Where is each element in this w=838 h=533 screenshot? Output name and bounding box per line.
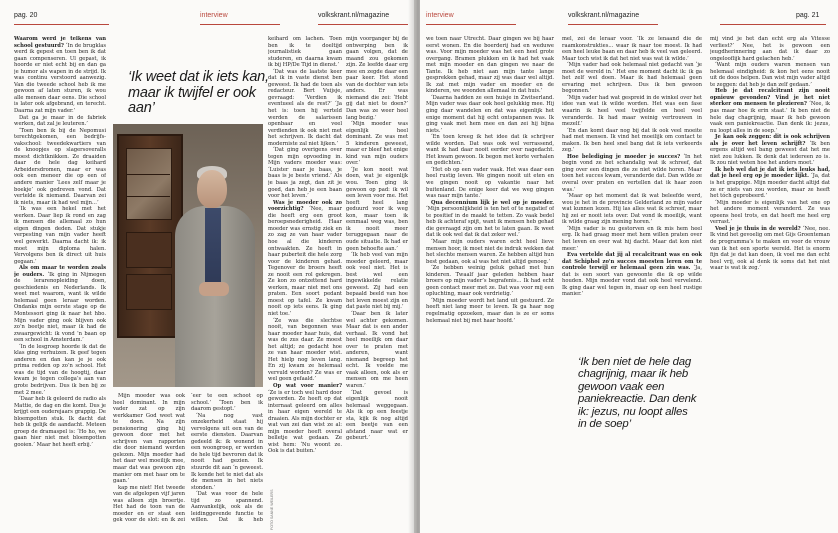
- paragraph: [426, 167, 554, 200]
- paragraph: [268, 383, 342, 455]
- question: Als om maar te worden zoals je ouders.: [14, 265, 106, 278]
- answer-text: ‘In de brugklas werd ik gepest en toen ben ik dat gaan compenseren. Ul gepast, ik hoorde er niet echt bij en dan ga je humor als wapen in de strijd. Ik was continu verstoord aanwezig. Van die tweede school heb ik me gewoon af laten sturen, ik wou alle mensen daar eens. Die school is later ook afgebrand, en terecht. Daarna zat mijn vader.’: [14, 42, 106, 115]
- answer-text: ‘In het begin vond ze het schandalig wat ik schreef, dat ging over een dingen die ze niet wilde horen. Maar toen het succes kwam, veranderde dat. Dan wilde ze overal over praten en vertellen dat ik haar zoon was.’: [562, 153, 702, 193]
- answer-text: ‘Dat was voor de hele tijd zo spannend. Aanvankelijk, ook als de leidinggevende functie te willen. Dat ik heb: [191, 491, 263, 524]
- paragraph: [426, 265, 554, 298]
- text-column-2: [562, 36, 702, 348]
- question: Was je moeder ook zo voorzichtig?: [268, 199, 342, 213]
- paragraph: [710, 62, 830, 88]
- answer-text: ‘Ze is er toch wel hard door geworden. Ze heeft op dat internaat geleerd om alles in haar eigen wereld te draaien. Als mijn dochter er wat van zei dan wist ze al: mijn moeder heeft overal belletje wat gedaan. Ze wist hem: ‘Nu woont ze. Ook is dat buiten.’: [268, 389, 342, 455]
- answer-text: ‘Nee, nee. Ik vind het gevoelig om met Gijs Groenteman de programma’s te maken en voor de vrouw van ik het een sporte wereld. Het is enorm fijn dat je dat kan doen, ik voel me dan echt heel vrij, ook al denk ik soms dat het niet waar is wat ik zeg.’: [710, 225, 830, 272]
- answer-text: ‘Dat gevoel is eigenlijk nooit helemaal weggegaan. Als ik op een feestje sta, kijk ik nog altijd een beetje van een afstand naar wat er gebeurt.’: [346, 389, 408, 442]
- paragraph: [562, 62, 702, 95]
- paragraph: [710, 88, 830, 134]
- paragraph: [14, 128, 106, 207]
- answer-text: ‘Mijn vader had ook helemaal niet gedacht van ‘je moet de wereld in.’ Het ene moment dacht ik: ik ga het zelf wel doen. Maar ik had helemaal geen ervaring met schrijven. Dus ik ben gewoon begonnen.’: [562, 62, 702, 95]
- question: Je kan ook zeggen: dit is ook schrijven als je over het leven schrijft?: [710, 134, 830, 147]
- answer-text: ‘Mijn vader is nu gestorven en ik mis hem heel erg. Ik had graag meer met hem willen praten over het leven en over wat hij dacht. Maar dat kon niet meer.’: [562, 225, 702, 252]
- right-page: [420, 0, 838, 533]
- paragraph: [562, 128, 702, 154]
- paragraph: [562, 154, 702, 193]
- answer-text: ‘Ik ben ergens altijd wel bang geweest dat het me niet zou lukken. Ik denk dat iedereen zo is. Ik zou niet weten hoe het anders moet.’: [710, 140, 830, 167]
- paragraph: [268, 69, 342, 148]
- paragraph: [562, 226, 702, 252]
- paragraph: [346, 167, 408, 252]
- paragraph: [346, 121, 408, 167]
- paragraph: [426, 298, 554, 324]
- paragraph: [268, 147, 342, 199]
- paragraph: [113, 393, 185, 485]
- answer-text: ‘Daar heb ik geleerd de radio als Mattie, de dag en die komt. Dus je krijgt een ouderejaars grappig. De bloempotten stuk. Ik dacht dat heb ik gelijk de aandacht. Meteen groep de dramaspel is: ‘Ho ho, we gaan hier niet met bloempotten gooien.’ Maar het heeft erbij.’: [14, 396, 106, 448]
- paragraph: [426, 134, 554, 167]
- paragraph: [426, 36, 554, 95]
- text-column-2: [268, 36, 342, 528]
- answer-text: Mijn moeder was ook heel dominant. In mijn vader zat op zijn werkkamer God weet wat te doen. Na zijn pensionering ging hij gewoon door met het schrijven van rapporten die door niemand werden gelezen. Mijn moeder had het daar wel moeilijk mee, maar dat was gewoon zijn manier om met haar om te gaan.’: [113, 393, 185, 485]
- paragraph: [426, 200, 554, 239]
- question: Ik heb wel dat je dat ik iets leuks had, dat je heel erg op je moeder lijkt.: [710, 166, 830, 180]
- page-number: pag. 20: [14, 12, 38, 19]
- answer-text: ‘Daar ben ik later wel achter gekomen. Maar dat is een ander verhaal. Ik vond het heel moeilijk om daar over te praten met anderen, want niemand begreep het echt. Ik voelde me vaak alleen, ook als er mensen om me heen waren.’: [346, 310, 408, 389]
- paragraph: [710, 167, 830, 200]
- paragraph: [268, 36, 342, 69]
- answer-text: ‘Ze hebben weinig geluk gehad met hun kinderen. Twaalf jaar geleden hebben haar broers op mijn vader’s begrafenis... Ik had echt geen contact meer met ze. Dat was voor mij een opluchting, maar ook verdrietig.’: [426, 265, 554, 298]
- portrait-photo: [113, 124, 263, 387]
- answer-text: ‘Ik ging in Nijmegen de lerarenopleiding doen, geschiedenis en Nederlands. Ik weet met waarom, want ik wilde helemaal geen leraar worden. Ondanks mijn eerste stage op de Montessori ging ik naar het hbo. Mijn vader ging ook blijven ook zo’n beetje niet, maar ik had de zwaargewicht: ik vond ’n baan op een school in Amsterdam.’: [14, 271, 106, 344]
- paragraph: [562, 193, 702, 226]
- answer-text: keihard om lachen. Toen ben ik te doeltijd journalistiek gaan studeren, en daarna kwam ik bij HP/De Tijd in dienst.’: [268, 36, 342, 69]
- answer-text: ‘In de lesgroep hoorde ik dat de klas ging verhuizen. Ik geef tegen anderen en dan kan je je ook prima redden op zo’n school. Het was de tijd van de hoogtij, daar kwam je tegen collega’s aan van grote bedrijven. Dus ik ben bij ze met 2 mee.’: [14, 343, 106, 396]
- site-label: volkskrant.nl/magazine: [318, 12, 390, 19]
- answer-text: we toen naar Utrecht. Daar gingen we bij haar eerst wonen. En die boerderij had en weduwe was. Voor mijn moeder was het een heel grote overgang. Bramen plukken en ik had het vaak met mijn moeder en dan gingen we naar de Tante. Ik heb niet aan mijn tante lange gesprekken gehad, maar zij was daar wel altijd. Ik zat met mijn vader en moeder en de kinderen, we woonden allemaal in dat huis.’: [426, 36, 554, 95]
- paragraph: [426, 239, 554, 265]
- answer-text: ‘Nee, ik pas maar hoe ik erin staat.’ Ik ben niet de hele dag chagrijnig, maar ik heb gewoon vaak een paniekreactie. Dan denk ik: jezus, nu loopt alles in de soep.’: [710, 101, 830, 134]
- paragraph: [710, 200, 830, 226]
- person-figure: [173, 164, 257, 387]
- paragraph: [346, 311, 408, 390]
- paragraph: [426, 95, 554, 134]
- paragraph: [14, 265, 106, 344]
- page-number: pag. 21: [796, 12, 820, 19]
- text-column-3: [710, 36, 830, 528]
- paragraph: [710, 226, 830, 272]
- question: Qua decennium lijk je wel op je moeder.: [431, 199, 554, 206]
- header-rule: [14, 24, 109, 25]
- header-rule: [426, 24, 516, 25]
- header-rule: [200, 24, 280, 25]
- answer-text: ‘Toen ben ik bij de Nepomusi terechtgekomen, een bedrijfsvakschool: tweedekwartiers van de knoopjes op slagersoveralls moest dichtknikken. Ze draaiden daar de hele dag keihard Arbeidersdromen, maar er was ook een meneer die op een of andere manier ‘Lees zelf maar je boekje’ ook gedreven vond. Dat vertelde ik niemand. Daarvan zei ik niets, maar ik had wel mijn...’: [14, 127, 106, 206]
- answer-text: ‘Mijn vader had wat gespreid in de winkel over het idee van wat ik wilde worden. Het was een fase waarin ik heel veel twijfelde en heel veel veranderde. Ik had maar weinig vertrouwen in mezelf.’: [562, 94, 702, 128]
- header-rule: [318, 24, 408, 25]
- question: Op wat voor manier?: [273, 382, 342, 389]
- paragraph: [268, 200, 342, 318]
- answer-text: Dat ga je maar in de fabriek werken, dat zal je leuteren.’: [14, 114, 106, 128]
- paragraph: [710, 36, 830, 62]
- paragraph: [14, 115, 106, 128]
- text-column-1: [426, 36, 554, 528]
- paragraph: [14, 206, 106, 265]
- answer-text: ‘Maar op het moment dat ik wat beleefde werd, wou je het in de provincie Gelderland zo mijn vader wat kunnen lezen. Hij las alles wat ik schreef, maar hij zei er nooit iets over. Dat vond ik moeilijk, want ik wilde graag zijn mening horen.’: [562, 193, 702, 226]
- pull-quote: ‘Ik weet dat ik iets kan, maar ik twijfel er ook aan’: [128, 69, 269, 116]
- answer-text: mel, zei de leraar voor. ‘Ik ze lenaand die de raamkonstrukties... waar ik naar toe moest. Ik had een heel leuke baan en daar heb ik veel van geleerd. Maar toch wist ik dat het niet was wat ik wilde.’: [562, 36, 702, 62]
- answer-text: ‘Maar mijn ouders waren echt heel lieve mensen hoor, ik moet niet de indruk wekken dat het slechte mensen waren. Ze hebben altijd hun best gedaan, ook al was het niet altijd genoeg.’: [426, 238, 554, 265]
- answer-text: ‘En dan komt daar nog bij dat ik ook veel moeite had met mensen. Ik vind het moeilijk om contact te maken. Ik ben heel snel bang dat ik iets verkeerds zeg.’: [562, 127, 702, 154]
- question: Heb je dat recalcitrant zijn nooit opnieuw gevonden? Vind je het niet sterker om mensen te plezieren?: [710, 88, 830, 108]
- answer-text: ‘Ja, dat is een soort van gewoonte die ik op wilde houden. Mijn moeder vond dat ook heel vervelend. Ik ging daar wel tegen in, maar op een heel rustige manier.’: [562, 265, 702, 298]
- left-page: [0, 0, 414, 533]
- answer-text: ‘Want mijn ouders waren mensen van helemaal eindigheid: ik kon het eens nooit uit de doos helpen. Dan wist mijn vader altijd te zeggen: dat heb je dan zelf gedaan.’: [710, 62, 830, 88]
- answer-text: ‘Daarna hadden ze een huisje in Zwitserland. Mijn vader was daar ook heel gelukkig mee. Hij ging daar wandelen en dat was eigenlijk het enige moment dat hij echt ontspannen was. Ik ging vaak met hem mee en dan zei hij bijna niets.’: [426, 94, 554, 134]
- answer-text: ‘Dat was de laatste keer dat ik in vaste dienst ben geweest. Ik had de toen als redacteur. Bert Vuijsje, gevraagd: ‘Verdien ik eventueel als de rest?’ ‘Ja het is: toen hij verteld werden de salarissen openbaar en veel verdienden ik ook niet met het schrijven. Ik dacht dat moderniste zal niet lijken.’: [268, 68, 342, 147]
- answer-text: ‘Mijn moeder was eigenlijk heel dominant. Ze was met 5 kinderen geweest, maar er bleef het enige kind van mijn ouders over.’: [346, 121, 408, 167]
- paragraph: [191, 413, 263, 492]
- paragraph: [14, 36, 106, 115]
- answer-text: ‘Nee, maar die heeft erg een groot beroepsnederigheid. Haar moeder was ernstig ziek en zo zag ze van haar vader hoe al die kinderen ontwaakten. Ze heeft in haar puberteit die hele zorg voor de kinderen gehad. Tegenover de broers heeft ze nooit een rol gekregen. Ze kon zo ontzettend hard werken, maar niet met ons praten. Een soort pedant moest op tafel. Ze kwam nooit op iets eens. Ik ging niet toe.’: [268, 206, 342, 317]
- answer-text: ‘En toen kreeg ik het idee dat ik schrijver wilde worden. Dat was ook wel verrassend, want ik had daar nooit eerder over nagedacht. Het kwam gewoon. Ik begon met korte verhalen en gedichten.’: [426, 134, 554, 167]
- paragraph: [14, 344, 106, 396]
- question: Waarom werd je telkens van school gestuurd?: [14, 36, 106, 49]
- text-column-photo-bottom: [113, 393, 263, 528]
- photo-credit: FOTO SANNE WEILERS: [270, 489, 274, 530]
- paragraph: [562, 95, 702, 128]
- answer-text: ‘Mijn persoonlijkheid is ten het of te negatief of te positief in de maakt te tetten. Zo vaak bedel heb ik achteraf spijt, want ik mensen heb gehad die gevraagd zijn om het te laten gaan. Ik weet dat ik ook wel dat ik dat zeker wel.’: [426, 206, 554, 239]
- paragraph: [346, 36, 408, 121]
- answer-text: ‘Het ob op een vader vaak. Het was daar een heel rustig leven. We gingen nooit uit eten en we gingen nooit op vakantie naar het buitenland. De enige keer dat we weg gingen was naar mijn tante.’: [426, 166, 554, 200]
- header-rule: [720, 24, 826, 25]
- paragraph: [346, 252, 408, 311]
- text-column-3: [346, 36, 408, 528]
- answer-text: ‘Ik was een hekel met het werken. Daar liep ik rond en zag ik mensen die allemaal zo hun eigen dingen deden. Dat stukje verpesting van mijn vader heeft wel gewerkt. Daarna dacht ik: ik moet mijn diploma halen. Vervolgens ben ik direct uit huis gegaan.’: [14, 206, 106, 265]
- section-label: interview: [200, 12, 228, 19]
- answer-text: kap me niet! Het tweede van de afgelopen vijf jaren was alleen zijn broertje. Het had de toon van de moeder en er staat een gek voor de slot: en ik zei ‘eer te een schoot op school.’ ‘Toen ben ik daarom gestopt.’: [113, 393, 263, 524]
- answer-text: mijn voorganger bij de ontwerping ben ik gaan volgen, dat de maand zou gekomen zijn. Ze leefde daar erg mee en zegde daar een paar keer. Het stond van de dochter van iets anders. Er was niemand die zei: ‘Hebt gij dat niet te doen?’ Dan was ze weer heel lang bezig.’: [346, 36, 408, 121]
- answer-text: ‘Mijn moeder wordt het land uit gestuurd. Ze heeft niet lang meer te leven. Ik ga haar nog regelmatig opzoeken, maar dan is ze er soms helemaal niet bij met haar hoofd.’: [426, 297, 554, 324]
- header-rule: [568, 24, 658, 25]
- paragraph: [562, 36, 702, 62]
- question: Voel je je thuis in de wereld?: [715, 225, 803, 232]
- paragraph: [562, 252, 702, 298]
- answer-text: ‘Na nog vast onzekerheid staat hij vervolgens uit een van de eerste diensten. Daarvan gedeeld ik: ik wonend in een woongroep, er werden de hele tijd bevroren dat ik nooit had gezien. Ik stuurde dit aan ‘n geweest. Ik kende het te niet dat als de mensen in het niets stonden.’: [191, 412, 263, 491]
- text-column-1: [14, 36, 106, 528]
- section-label: interview: [426, 12, 454, 19]
- paragraph: [346, 390, 408, 442]
- answer-text: ‘Mijn moeder is eigenlijk van het ene op het andere moment veranderd. Ze was opeens heel trots, en dat heeft me heel erg verrast.’: [710, 199, 830, 226]
- answer-text: ‘Dat ging overigens over tegen mijn opvoeding in. Mijn vaders moeder was: ‘Luister naar je baas, je baas is je beste vriend.’ Als je baas ja zegt, dan zit je goed, dan heb je een baan voor het leven.’: [268, 147, 342, 200]
- site-label: volkskrant.nl/magazine: [568, 12, 640, 19]
- paragraph: [14, 396, 106, 448]
- answer-text: mij vind je het dan echt erg als Vitesse verliest?’ Nee, het is gewoon een jeugdherinnering aan dat ik daar zo ongelooflijk hard gelachen heb.’: [710, 36, 830, 62]
- answer-text: ‘Ja, dat is het grappige. Mijn moeder dacht altijd dat ze er niets van zou worden, maar ze heeft het tóch geprobeerd.’: [710, 173, 830, 200]
- answer-text: ‘Ik heb veel van mijn moeder geleerd, maar ook veel niet. Het is best wel een ingewikkelde relatie geweest. Zij had een bepaald beeld van hoe het leven moest zijn en dat paste niet bij mij.’: [346, 252, 408, 311]
- pull-quote: ‘Ik ben niet de hele dag chagrijnig, maar ik heb gewoon vaak een paniekreactie. Dan denk ik: jezus, nu loopt alles in de soep’: [578, 356, 697, 431]
- paragraph: [710, 134, 830, 167]
- answer-text: ‘Ze was die slechtse nooit, van begonnen was haar moeder haar huis, dat was de zus daar. Ze moest het altijd; ze gedacht hoe ze van haar moeder wist. Het hielp nog leven lang. En zij kwam ze helemaal vervuld worden? Ze was er wel geen gefaald.’: [268, 317, 342, 383]
- question: Eva vertelde dat jij al recalcitrant was en ook dat Schiphol zo'n succes moesten leren om te controle terwijl er helemaal geen zin was.: [562, 252, 702, 272]
- answer-text: ‘Je kon nooit wat doen, wat je eigenlijk wou. Toen ging ik gewoon op pad: ik wil een leven voor me. Het heeft heel lang geduurd voor ik weg kon, maar toen ik eenmaal weg was, ben ik nooit meer teruggegaan naar de oude situatie. Ik had er geen behoefte aan.’: [346, 166, 408, 252]
- paragraph: [268, 318, 342, 383]
- question: Hoe belediging je moeder je succes?: [567, 153, 684, 160]
